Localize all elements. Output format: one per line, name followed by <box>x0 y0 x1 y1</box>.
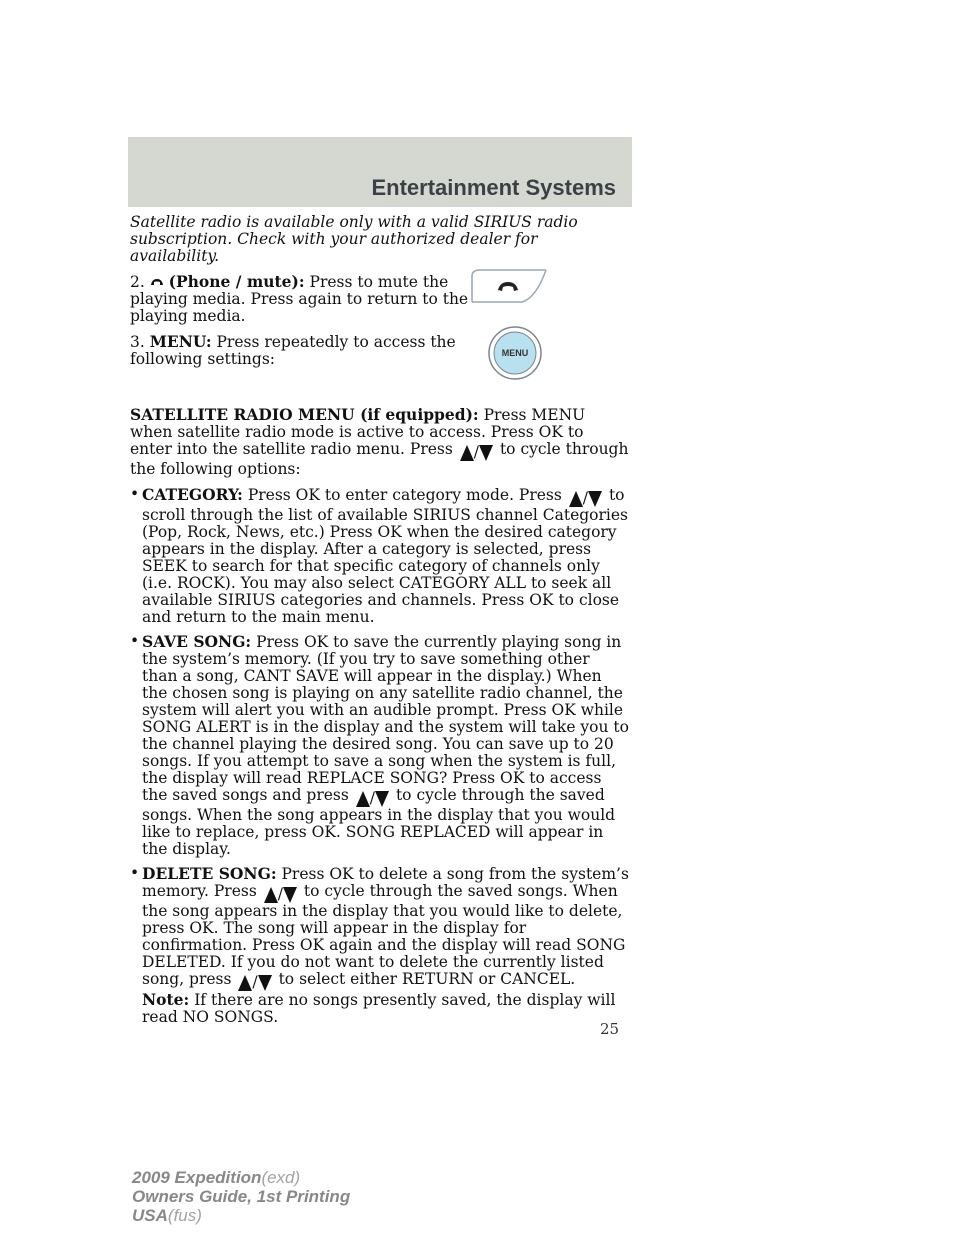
arrow-slash: / <box>473 443 480 461</box>
up-down-arrow-icon <box>356 790 389 807</box>
arrow-slash: / <box>252 973 258 991</box>
up-down-arrow-icon <box>238 974 271 991</box>
delete-song-text-b: to cycle through the saved songs. When the song appears in the display that you would like to delete, press OK. The song will appear in the display for confirmation. Press OK again and the display will read SONG DELETED. If you do not want to delete the currently listed song, press <box>142 882 626 988</box>
up-down-arrow-icon <box>569 490 602 507</box>
satellite-radio-menu-paragraph <box>130 406 630 478</box>
page-number: 25 <box>600 1020 620 1038</box>
footer-model-code: (exd) <box>261 1168 301 1187</box>
category-title: CATEGORY: <box>142 485 243 504</box>
category-text-b: to scroll through the list of available SIRIUS channel Categories (Pop, Rock, News, etc.) Press OK when the desired category appears in the display. After a category is selected, press SEEK to search for that specific category of channels only (i.e. ROCK). You may also select CATEGORY ALL to seek all available SIRIUS categories and channels. Press OK to close and return to the main menu. <box>142 486 629 626</box>
page-content <box>130 214 630 1033</box>
sat-menu-text-a: Press MENU when satellite radio mode is active to access. Press OK to enter into the satellite radio menu. Press <box>130 406 586 458</box>
bullet-dot: • <box>130 485 140 503</box>
header-band <box>128 137 632 207</box>
item-3-title: MENU: <box>149 332 212 351</box>
item-2-phone-mute <box>130 273 475 325</box>
bullet-dot: • <box>130 632 140 650</box>
delete-song-title: DELETE SONG: <box>142 864 277 883</box>
save-song-text-a: Press OK to save the currently playing song in the system’s memory. (If you try to save something other than a song, CANT SAVE will appear in the display.) When the chosen song is playing on any satellite radio channel, the system will alert you with an audible prompt. Press OK while SONG ALERT is in the display and the system will take you to the channel playing the desired song. You can save up to 20 songs. If you attempt to save a song when the system is full, the display will read REPLACE SONG? Press OK to access the saved songs and press <box>142 633 629 804</box>
item-3-menu <box>130 333 475 368</box>
item-3-number: 3. <box>130 333 145 351</box>
up-down-arrow-icon <box>460 444 493 461</box>
item-2-text: Press to mute the playing media. Press again to return to the playing media. <box>130 273 469 325</box>
footer-region: USA <box>132 1206 168 1225</box>
footer-model: 2009 Expedition <box>132 1168 262 1187</box>
sat-menu-title: SATELLITE RADIO MENU (if equipped): <box>130 405 479 424</box>
save-song-text-b: to cycle through the saved songs. When the song appears in the display that you would like to replace, press OK. SONG REPLACED will appear in the display. <box>142 786 616 858</box>
up-down-arrow-icon <box>264 886 297 903</box>
menu-button-label: MENU <box>501 348 529 358</box>
footer-region-code: (fus) <box>167 1206 202 1225</box>
bullet-dot: • <box>130 864 140 882</box>
item-3-text: Press repeatedly to access the following settings: <box>130 333 456 368</box>
category-text-a: Press OK to enter category mode. Press <box>247 486 562 504</box>
note-text: If there are no songs presently saved, the display will read NO SONGS. <box>142 991 616 1026</box>
delete-song-text-a: Press OK to delete a song from the system’s memory. Press <box>142 865 629 900</box>
delete-song-text-c: to select either RETURN or CANCEL. <box>278 970 576 988</box>
item-2-title: (Phone / mute): <box>168 272 305 291</box>
arrow-slash: / <box>277 885 283 903</box>
save-song-title: SAVE SONG: <box>142 632 252 651</box>
footer <box>132 1168 350 1225</box>
bullet-save-song <box>130 633 630 858</box>
sat-menu-text-b: to cycle through the following options: <box>130 440 629 478</box>
arrow-slash: / <box>369 789 376 807</box>
bullet-category <box>130 486 630 626</box>
page-title: Entertainment Systems <box>371 175 616 200</box>
bullet-delete-song <box>130 865 630 1026</box>
item-2-number: 2. <box>130 273 145 291</box>
intro-paragraph: Satellite radio is available only with a valid SIRIUS radio subscription. Check with your authorized dealer for availability. <box>130 213 578 265</box>
footer-guide: Owners Guide, 1st Printing <box>132 1187 351 1206</box>
phone-icon <box>150 277 164 287</box>
note-label: Note: <box>142 990 190 1009</box>
arrow-slash: / <box>582 489 589 507</box>
